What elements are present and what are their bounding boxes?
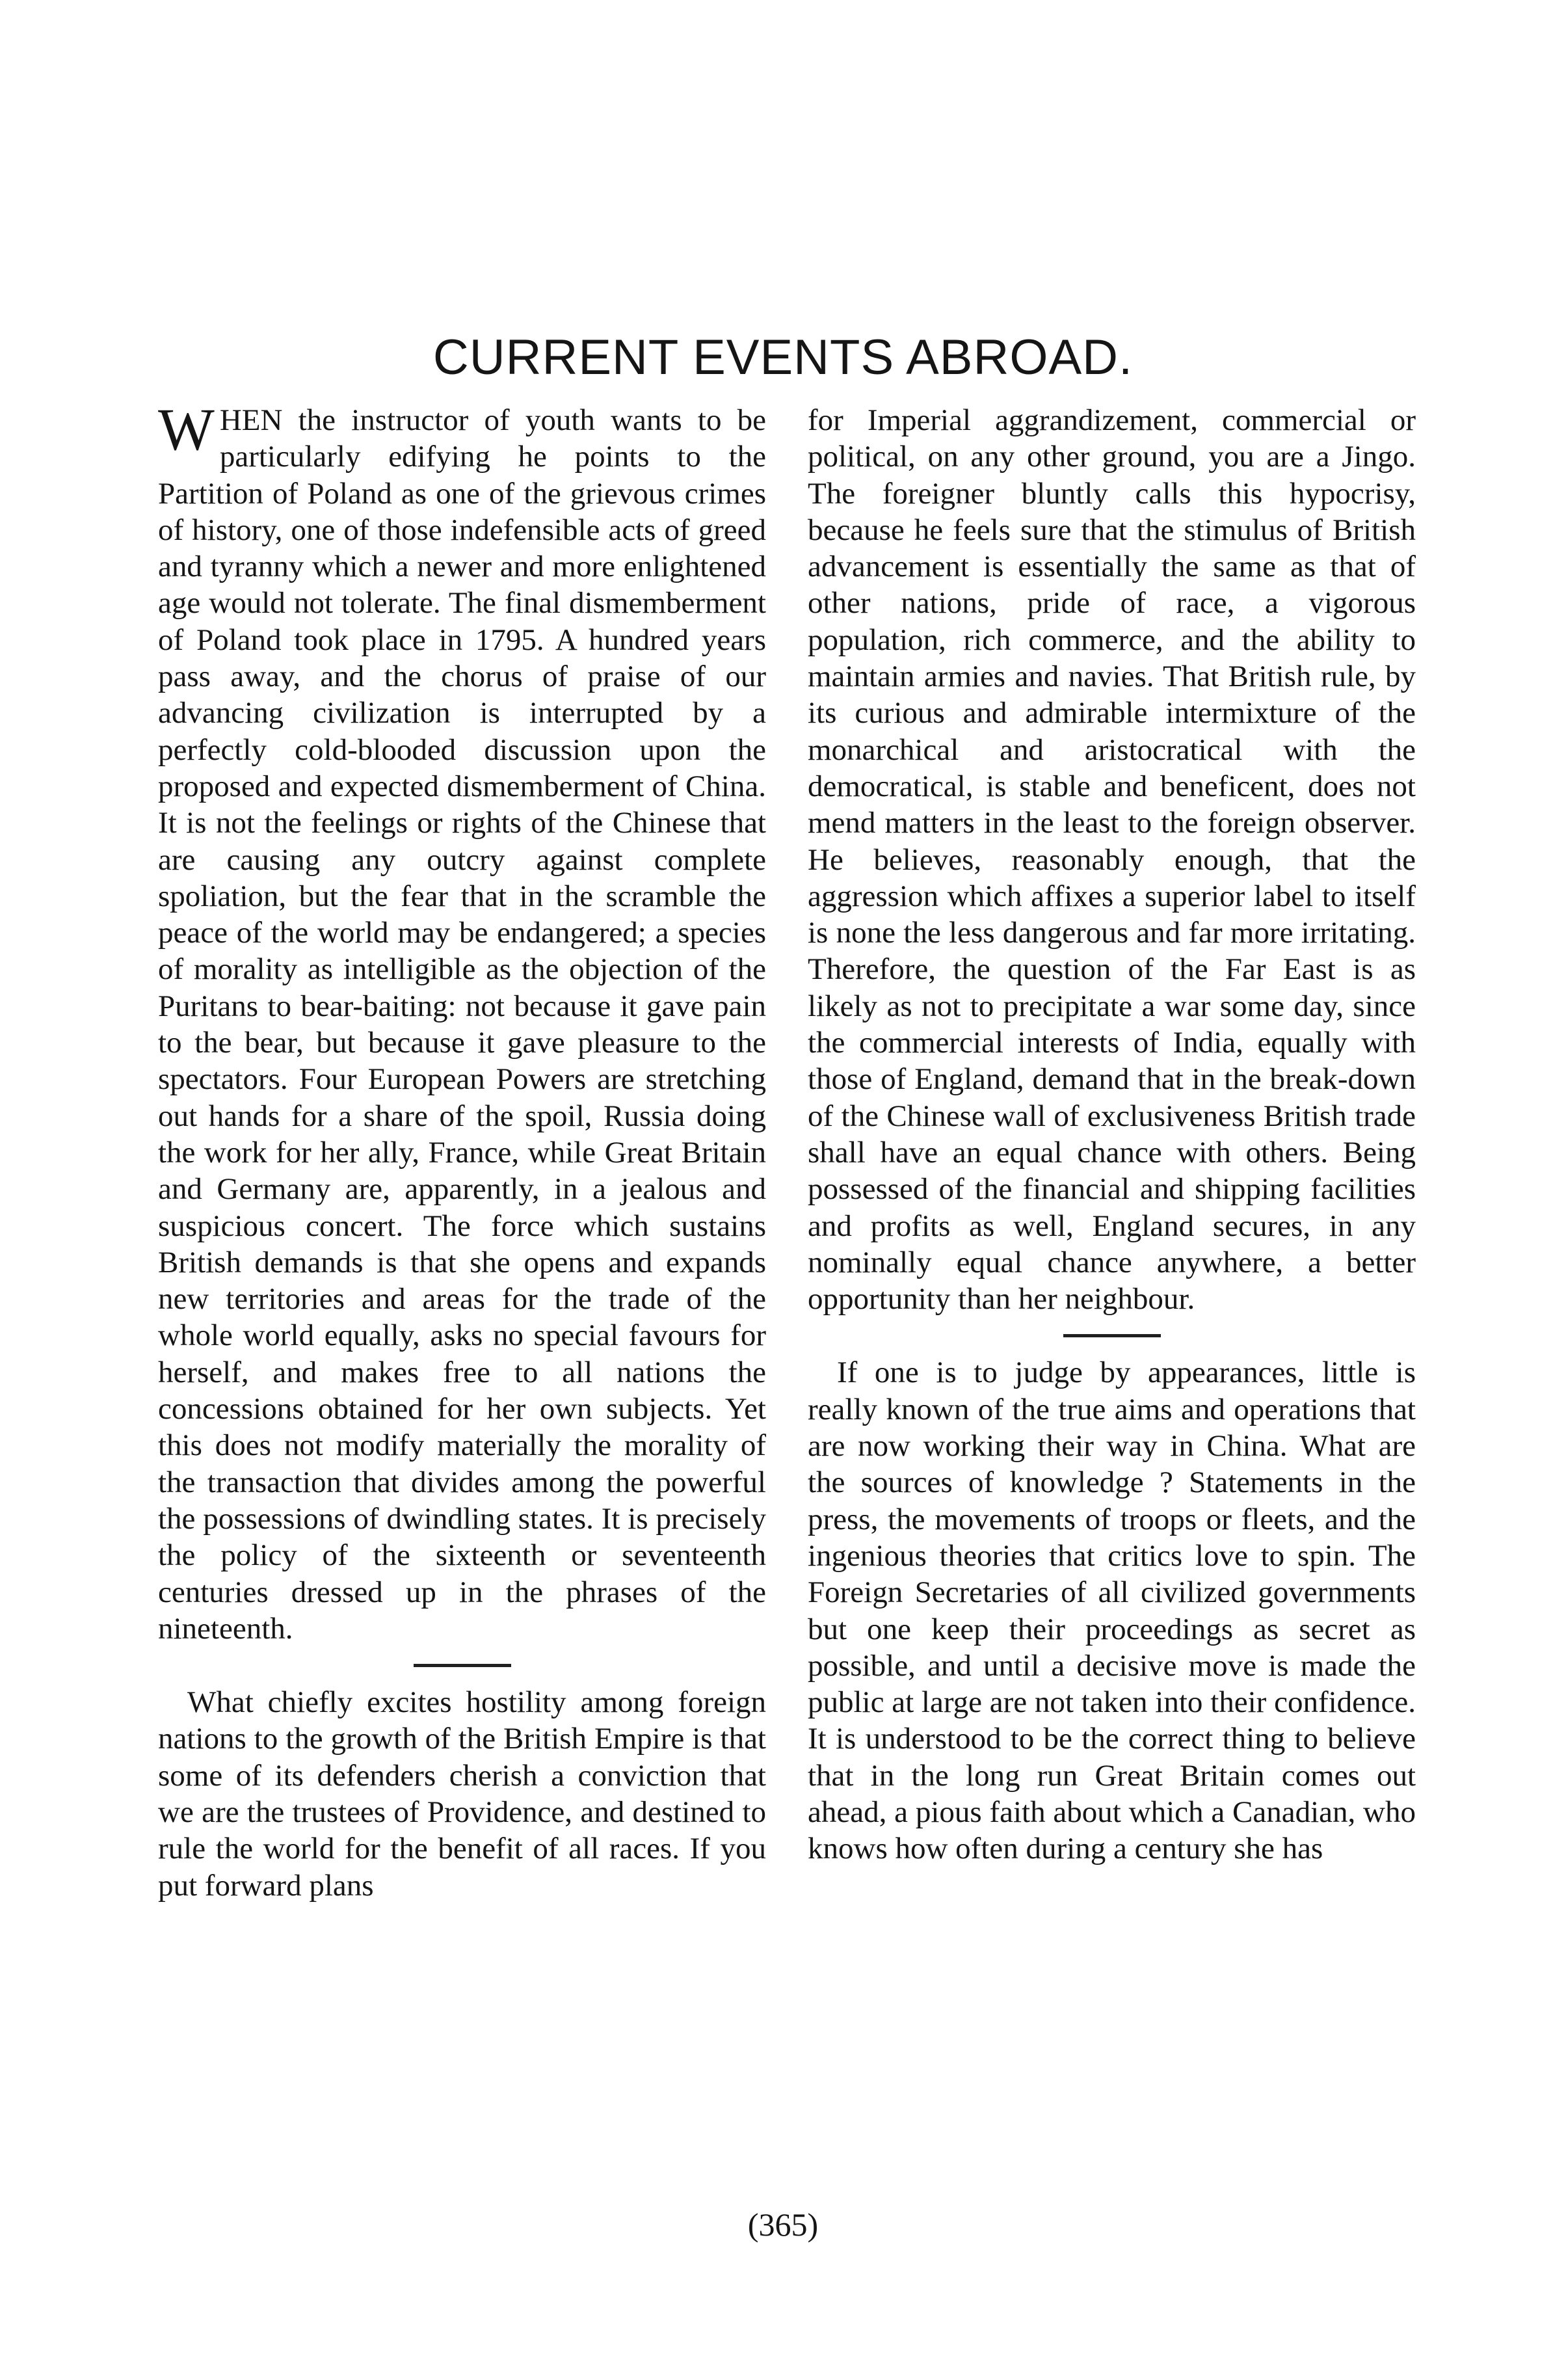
right-column [808, 402, 1416, 1867]
drop-cap: W [158, 396, 215, 462]
page-number: (365) [747, 2206, 819, 2243]
section-divider [1063, 1334, 1161, 1337]
paragraph-british-empire: What chiefly excites hostility among foreign nations to the growth of the British Empire is that some of its defenders cherish a conviction that we are the trustees of Providence, and destined to rule the world for the benefit of all races. If you put forward plans [158, 1685, 766, 1903]
page-title: CURRENT EVENTS ABROAD. [432, 330, 1134, 385]
paragraph-partition-of-poland [158, 396, 766, 1647]
paragraph-imperial-aggrandizement: for Imperial aggrandizement, commercial or political, on any other ground, you are a Jingo. The foreigner bluntly calls this hypocrisy, because he feels sure that the stimulus of British advancement is essentially the same as that of other nations, pride of race, a vigorous population, rich commerce, and the ability to maintain armies and navies. That British rule, by its curious and admirable intermixture of the monarchical and aristocratical with the democratical, is stable and beneficent, does not mend matters in the least to the foreign observer. He believes, reasonably enough, that the aggression which affixes a superior label to itself is none the less dangerous and far more irritating. Therefore, the question of the Far East is as likely as not to precipitate a war some day, since the commercial interests of India, equally with those of England, demand that in the break-down of the Chinese wall of exclusiveness British trade shall have an equal chance with others. Being possessed of the financial and shipping facilities and profits as well, England secures, in any nominally equal chance anywhere, a better opportunity than her neighbour. [808, 403, 1416, 1317]
section-divider [414, 1664, 511, 1667]
left-column [158, 396, 766, 1904]
paragraph-china-operations: If one is to judge by appearances, little is really known of the true aims and operations that are now working their way in China. What are the sources of knowledge ? Statements in the press, the movements of troops or fleets, and the ingenious theories that critics love to spin. The Foreign Secretaries of all civilized governments but one keep their proceedings as secret as possible, and until a decisive move is made the public at large are not taken into their confidence. It is understood to be the correct thing to believe that in the long run Great Britain comes out ahead, a pious faith about which a Canadian, who knows how often during a century she has [808, 1356, 1416, 1866]
paragraph-text: HEN the instructor of youth wants to be particularly edifying he points to the Partition of Poland as one of the grievous crimes of history, one of those indefensible acts of greed and tyranny which a newer and more enlightened age would not tolerate. The final dismemberment of Poland took place in 1795. A hundred years pass away, and the chorus of praise of our advancing civilization is interrupted by a perfectly cold-blooded discussion upon the proposed and expected dismemberment of China. It is not the feelings or rights of the Chinese that are causing any outcry against complete spoliation, but the fear that in the scramble the peace of the world may be endangered; a species of morality as intelligible as the objection of the Puritans to bear-baiting: not because it gave pain to the bear, but because it gave pleasure to the spectators. Four European Powers are stretching out hands for a share of the spoil, Russia doing the work for her ally, France, while Great Britain and Germany are, apparently, in a jealous and suspicious concert. The force which sustains British demands is that she opens and expands new territories and areas for the trade of the whole world equally, asks no special favours for herself, and makes free to all nations the concessions obtained for her own subjects. Yet this does not modify materially the morality of the transaction that divides among the powerful the possessions of dwindling states. It is precisely the policy of the sixteenth or seventeenth centuries dressed up in the phrases of the nineteenth. [158, 403, 766, 1646]
